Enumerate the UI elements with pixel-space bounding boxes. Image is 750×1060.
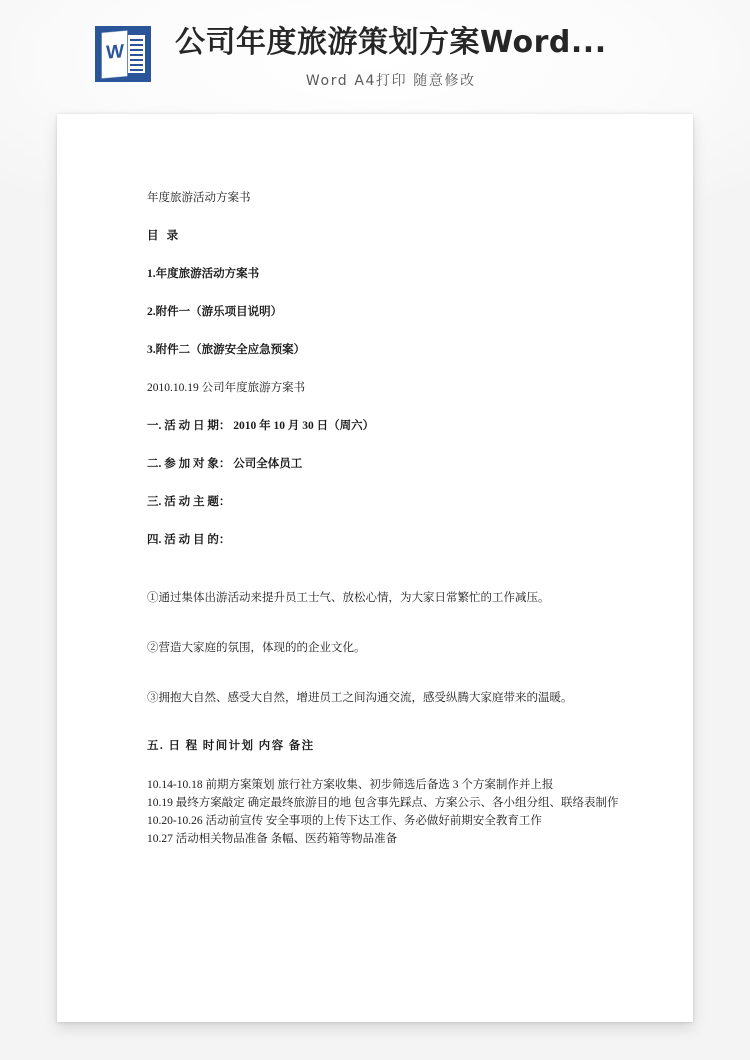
- toc-item: 2.附件一（游乐项目说明）: [147, 306, 283, 318]
- purpose-item: ①通过集体出游活动来提升员工士气、放松心情，为大家日常繁忙的工作减压。: [147, 592, 550, 604]
- page-subtitle: Word A4打印 随意修改: [305, 73, 476, 89]
- schedule-heading: 五. 日 程 时间计划 内容 备注: [147, 740, 315, 752]
- header-content: [95, 24, 607, 91]
- section-participants: 二. 参 加 对 象： 公司全体员工: [147, 458, 303, 470]
- section-purpose: 四. 活 动 目 的：: [147, 534, 231, 546]
- word-logo-icon: [95, 26, 151, 82]
- schedule-row: 10.27 活动相关物品准备 条幅、医药箱等物品准备: [147, 833, 398, 845]
- document-body: [147, 190, 627, 848]
- purpose-item: ②营造大家庭的氛围，体现的的企业文化。: [147, 642, 366, 654]
- preview-header: [0, 0, 750, 113]
- toc-title: 目 录: [147, 230, 181, 242]
- document-heading: 年度旅游活动方案书: [147, 192, 251, 204]
- page-title: 公司年度旅游策划方案Word...: [175, 25, 607, 60]
- word-logo-lines: [128, 35, 145, 73]
- toc-item: 3.附件二（旅游安全应急预案）: [147, 344, 306, 356]
- schedule-row: 10.19 最终方案敲定 确定最终旅游目的地 包含事先踩点、方案公示、各小组分组、联络表制作: [147, 797, 619, 809]
- header-text-group: [175, 24, 607, 91]
- document-page[interactable]: [57, 114, 693, 1022]
- purpose-item: ③拥抱大自然、感受大自然，增进员工之间沟通交流，感受纵腾大家庭带来的温暖。: [147, 692, 573, 704]
- section-theme: 三. 活 动 主 题：: [147, 496, 231, 508]
- schedule-row: 10.20-10.26 活动前宣传 安全事项的上传下达工作、务必做好前期安全教育工作: [147, 815, 542, 827]
- word-logo-letter: W: [106, 41, 123, 64]
- schedule-row: 10.14-10.18 前期方案策划 旅行社方案收集、初步筛选后备选 3 个方案制作并上报: [147, 779, 554, 791]
- word-logo-page-left: [102, 31, 127, 78]
- document-date-line: 2010.10.19 公司年度旅游方案书: [147, 382, 306, 394]
- section-activity-date: 一. 活 动 日 期： 2010 年 10 月 30 日（周六）: [147, 420, 375, 432]
- toc-item: 1.年度旅游活动方案书: [147, 268, 260, 280]
